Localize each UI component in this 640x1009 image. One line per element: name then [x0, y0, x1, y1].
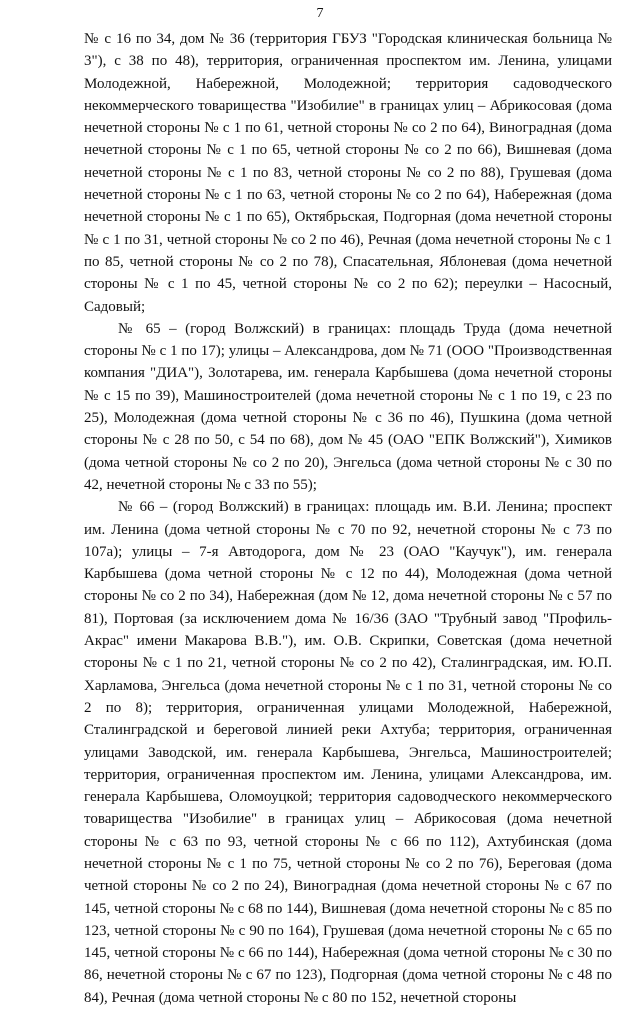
paragraph-district-65: № 65 – (город Волжский) в границах: площадь Труда (дома нечетной стороны № с 1 по 17); улицы – Александрова, дом № 71 (ООО "Производственная компания "ДИА"), Золотарева, им. генерала Карбышева (дома нечетной стороны № с 15 по 39), Машиностроителей (дома нечетной стороны № с 1 по 19, с 23 по 25), Молодежная (дома четной стороны № с 36 по 46), Пушкина (дома четной стороны № с 28 по 50, с 54 по 68), дом № 45 (ОАО "ЕПК Волжский"), Химиков (дома четной стороны № со 2 по 20), Энгельса (дома четной стороны № с 30 по 42, нечетной стороны № с 33 по 55);	[84, 320, 612, 493]
page-number: 7	[316, 6, 324, 21]
paragraph-continuation: № с 16 по 34, дом № 36 (территория ГБУЗ "Городская клиническая больница № 3"), с 38 по 48), территория, ограниченная проспектом им. Ленина, улицами Молодежной, Набережной, Молодежной; территория садоводческого некоммерческого товарищества "Изобилие" в границах улиц – Абрикосовая (дома нечетной стороны № с 1 по 61, четной стороны № со 2 по 64), Виноградная (дома нечетной стороны № с 1 по 65, четной стороны № со 2 по 66), Вишневая (дома нечетной стороны № с 1 по 83, четной стороны № со 2 по 88), Грушевая (дома нечетной стороны № с 1 по 63, четной стороны № со 2 по 64), Набережная (дома нечетной стороны № с 1 по 65), Октябрьская, Подгорная (дома нечетной стороны № с 1 по 31, четной стороны № со 2 по 46), Речная (дома нечетной стороны № с 1 по 85, четной стороны № со 2 по 78), Спасательная, Яблоневая (дома нечетной стороны № с 1 по 45, четной стороны № со 2 по 62); переулки – Насосный, Садовый;	[84, 31, 612, 315]
document-body	[84, 28, 612, 1009]
paragraph-district-66: № 66 – (город Волжский) в границах: площадь им. В.И. Ленина; проспект им. Ленина (дома четной стороны № с 70 по 92, нечетной стороны № с 73 по 107а); улицы – 7-я Автодорога, дом № 23 (ОАО "Каучук"), им. генерала Карбышева (дома четной стороны № с 12 по 44), Молодежная (дома четной стороны № со 2 по 34), Набережная (дом № 12, дома нечетной стороны № с 57 по 81), Портовая (за исключением дома № 16/36 (ЗАО "Трубный завод "Профиль-Акрас" имени Макарова В.В."), им. О.В. Скрипки, Советская (дома нечетной стороны № с 1 по 21, четной стороны № со 2 по 42), Сталинградская, им. Ю.П. Харламова, Энгельса (дома нечетной стороны № с 1 по 31, четной стороны № со 2 по 8); территория, ограниченная улицами Молодежной, Набережной, Сталинградской и береговой линией реки Ахтуба; территория, ограниченная улицами Заводской, им. генерала Карбышева, Энгельса, Машиностроителей; территория, ограниченная проспектом им. Ленина, улицами Александрова, им. генерала Карбышева, Оломоуцкой; территория садоводческого некоммерческого товарищества "Изобилие" в границах улиц – Абрикосовая (дома нечетной стороны № с 63 по 93, четной стороны № с 66 по 112), Ахтубинская (дома нечетной стороны № с 1 по 75, четной стороны № со 2 по 76), Береговая (дома четной стороны № со 2 по 24), Виноградная (дома нечетной стороны № с 67 по 145, четной стороны № с 68 по 144), Вишневая (дома нечетной стороны № с 85 по 123, четной стороны № с 90 по 164), Грушевая (дома нечетной стороны № с 65 по 145, четной стороны № с 66 по 144), Набережная (дома четной стороны № с 30 по 86, нечетной стороны № с 67 по 123), Подгорная (дома четной стороны № с 48 по 84), Речная (дома четной стороны № с 80 по 152, нечетной стороны	[84, 499, 612, 1006]
